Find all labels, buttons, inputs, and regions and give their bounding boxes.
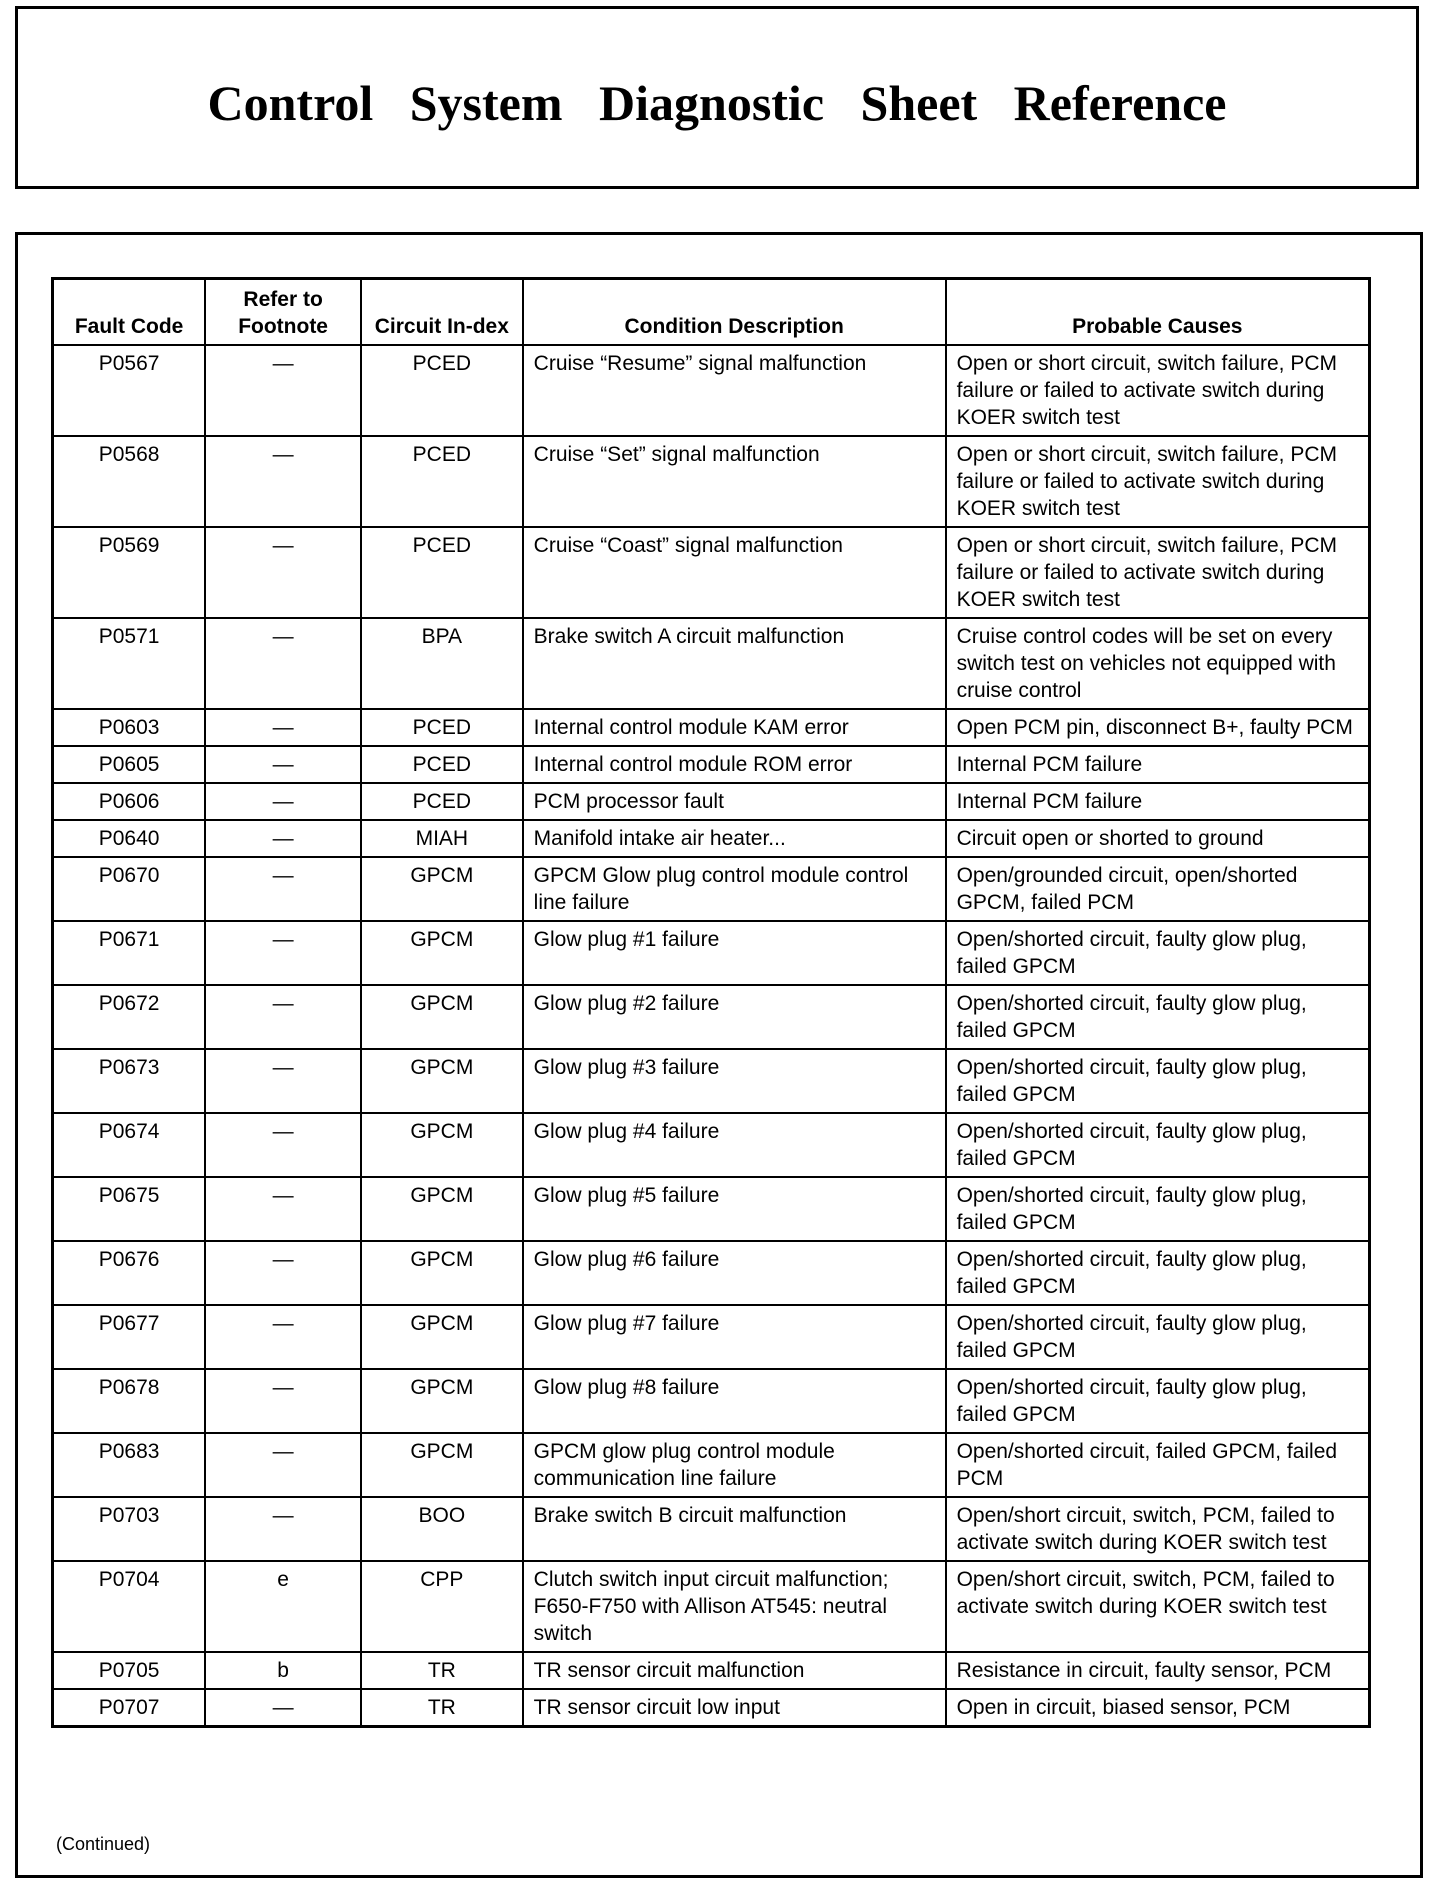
- probable-causes-cell: Resistance in circuit, faulty sensor, PCM: [946, 1652, 1370, 1689]
- table-row: [53, 527, 1370, 618]
- condition-description-cell: Glow plug #7 failure: [523, 1305, 946, 1369]
- fault-code-cell: P0677: [53, 1305, 206, 1369]
- fault-code-cell: P0674: [53, 1113, 206, 1177]
- footnote-cell: —: [205, 1369, 361, 1433]
- table-row: [53, 1497, 1370, 1561]
- fault-code-cell: P0676: [53, 1241, 206, 1305]
- footnote-cell: —: [205, 1113, 361, 1177]
- fault-code-cell: P0675: [53, 1177, 206, 1241]
- circuit-index-cell: GPCM: [361, 921, 523, 985]
- probable-causes-cell: Open in circuit, biased sensor, PCM: [946, 1689, 1370, 1727]
- column-header: Probable Causes: [946, 279, 1370, 346]
- footnote-cell: —: [205, 746, 361, 783]
- fault-code-cell: P0640: [53, 820, 206, 857]
- circuit-index-cell: GPCM: [361, 1433, 523, 1497]
- fault-code-cell: P0571: [53, 618, 206, 709]
- probable-causes-cell: Internal PCM failure: [946, 783, 1370, 820]
- continued-note: (Continued): [56, 1834, 151, 1854]
- fault-code-cell: P0569: [53, 527, 206, 618]
- condition-description-cell: Glow plug #5 failure: [523, 1177, 946, 1241]
- circuit-index-cell: PCED: [361, 783, 523, 820]
- footnote-cell: b: [205, 1652, 361, 1689]
- header-row: [53, 279, 1370, 346]
- condition-description-cell: Clutch switch input circuit malfunction; F650-F750 with Allison AT545: neutral switch: [523, 1561, 946, 1652]
- footnote-cell: e: [205, 1561, 361, 1652]
- circuit-index-cell: GPCM: [361, 1049, 523, 1113]
- probable-causes-cell: Circuit open or shorted to ground: [946, 820, 1370, 857]
- table-row: [53, 436, 1370, 527]
- footnote-cell: —: [205, 345, 361, 436]
- condition-description-cell: Cruise “Set” signal malfunction: [523, 436, 946, 527]
- circuit-index-cell: GPCM: [361, 857, 523, 921]
- fault-code-cell: P0703: [53, 1497, 206, 1561]
- probable-causes-cell: Open/short circuit, switch, PCM, failed to activate switch during KOER switch test: [946, 1561, 1370, 1652]
- table-row: [53, 1305, 1370, 1369]
- circuit-index-cell: GPCM: [361, 1369, 523, 1433]
- footnote-cell: —: [205, 820, 361, 857]
- circuit-index-cell: TR: [361, 1689, 523, 1727]
- column-header: Refer to Footnote: [205, 279, 361, 346]
- column-header: Fault Code: [53, 279, 206, 346]
- footnote-cell: —: [205, 857, 361, 921]
- diagnostic-table: [51, 277, 1371, 1728]
- condition-description-cell: Manifold intake air heater...: [523, 820, 946, 857]
- fault-code-cell: P0707: [53, 1689, 206, 1727]
- fault-code-cell: P0673: [53, 1049, 206, 1113]
- circuit-index-cell: CPP: [361, 1561, 523, 1652]
- probable-causes-cell: Open/shorted circuit, faulty glow plug, failed GPCM: [946, 1049, 1370, 1113]
- condition-description-cell: Glow plug #2 failure: [523, 985, 946, 1049]
- fault-code-cell: P0603: [53, 709, 206, 746]
- footnote-cell: —: [205, 1049, 361, 1113]
- probable-causes-cell: Open/shorted circuit, faulty glow plug, failed GPCM: [946, 1177, 1370, 1241]
- probable-causes-cell: Open or short circuit, switch failure, PCM failure or failed to activate switch during KOER switch test: [946, 436, 1370, 527]
- circuit-index-cell: PCED: [361, 746, 523, 783]
- fault-code-cell: P0672: [53, 985, 206, 1049]
- table-row: [53, 1177, 1370, 1241]
- probable-causes-cell: Open/shorted circuit, faulty glow plug, failed GPCM: [946, 985, 1370, 1049]
- probable-causes-cell: Open/shorted circuit, faulty glow plug, failed GPCM: [946, 921, 1370, 985]
- table-row: [53, 1652, 1370, 1689]
- circuit-index-cell: PCED: [361, 436, 523, 527]
- circuit-index-cell: BOO: [361, 1497, 523, 1561]
- table-row: [53, 618, 1370, 709]
- table-row: [53, 709, 1370, 746]
- circuit-index-cell: GPCM: [361, 1113, 523, 1177]
- probable-causes-cell: Open/shorted circuit, faulty glow plug, failed GPCM: [946, 1305, 1370, 1369]
- probable-causes-cell: Internal PCM failure: [946, 746, 1370, 783]
- table-row: [53, 985, 1370, 1049]
- table-row: [53, 1241, 1370, 1305]
- condition-description-cell: Glow plug #6 failure: [523, 1241, 946, 1305]
- probable-causes-cell: Open/grounded circuit, open/shorted GPCM, failed PCM: [946, 857, 1370, 921]
- circuit-index-cell: BPA: [361, 618, 523, 709]
- fault-code-cell: P0606: [53, 783, 206, 820]
- footnote-cell: —: [205, 527, 361, 618]
- condition-description-cell: Cruise “Resume” signal malfunction: [523, 345, 946, 436]
- footnote-cell: —: [205, 1497, 361, 1561]
- footnote-cell: —: [205, 618, 361, 709]
- fault-code-cell: P0670: [53, 857, 206, 921]
- probable-causes-cell: Open/shorted circuit, faulty glow plug, failed GPCM: [946, 1241, 1370, 1305]
- table-row: [53, 1049, 1370, 1113]
- condition-description-cell: Glow plug #8 failure: [523, 1369, 946, 1433]
- condition-description-cell: Cruise “Coast” signal malfunction: [523, 527, 946, 618]
- table-row: [53, 857, 1370, 921]
- circuit-index-cell: GPCM: [361, 985, 523, 1049]
- condition-description-cell: GPCM glow plug control module communication line failure: [523, 1433, 946, 1497]
- fault-code-cell: P0704: [53, 1561, 206, 1652]
- footnote-cell: —: [205, 436, 361, 527]
- probable-causes-cell: Open/shorted circuit, faulty glow plug, failed GPCM: [946, 1369, 1370, 1433]
- probable-causes-cell: Open/shorted circuit, faulty glow plug, failed GPCM: [946, 1113, 1370, 1177]
- table-row: [53, 1561, 1370, 1652]
- footnote-cell: —: [205, 985, 361, 1049]
- condition-description-cell: Internal control module ROM error: [523, 746, 946, 783]
- footnote-cell: —: [205, 1433, 361, 1497]
- fault-code-cell: P0567: [53, 345, 206, 436]
- circuit-index-cell: PCED: [361, 345, 523, 436]
- page-title: Control System Diagnostic Sheet Reference: [207, 74, 1227, 131]
- table-row: [53, 1433, 1370, 1497]
- probable-causes-cell: Open/shorted circuit, failed GPCM, failed PCM: [946, 1433, 1370, 1497]
- probable-causes-cell: Open or short circuit, switch failure, PCM failure or failed to activate switch during KOER switch test: [946, 527, 1370, 618]
- footnote-cell: —: [205, 783, 361, 820]
- probable-causes-cell: Cruise control codes will be set on every switch test on vehicles not equipped with cruise control: [946, 618, 1370, 709]
- probable-causes-cell: Open/short circuit, switch, PCM, failed to activate switch during KOER switch test: [946, 1497, 1370, 1561]
- condition-description-cell: TR sensor circuit low input: [523, 1689, 946, 1727]
- condition-description-cell: Glow plug #4 failure: [523, 1113, 946, 1177]
- fault-code-cell: P0568: [53, 436, 206, 527]
- column-header: Condition Description: [523, 279, 946, 346]
- condition-description-cell: Glow plug #3 failure: [523, 1049, 946, 1113]
- condition-description-cell: Internal control module KAM error: [523, 709, 946, 746]
- footnote-cell: —: [205, 1241, 361, 1305]
- table-row: [53, 783, 1370, 820]
- circuit-index-cell: TR: [361, 1652, 523, 1689]
- condition-description-cell: GPCM Glow plug control module control line failure: [523, 857, 946, 921]
- circuit-index-cell: GPCM: [361, 1241, 523, 1305]
- circuit-index-cell: GPCM: [361, 1177, 523, 1241]
- probable-causes-cell: Open PCM pin, disconnect B+, faulty PCM: [946, 709, 1370, 746]
- probable-causes-cell: Open or short circuit, switch failure, PCM failure or failed to activate switch during KOER switch test: [946, 345, 1370, 436]
- title-box: [15, 6, 1419, 189]
- fault-code-cell: P0683: [53, 1433, 206, 1497]
- circuit-index-cell: PCED: [361, 527, 523, 618]
- circuit-index-cell: MIAH: [361, 820, 523, 857]
- table-row: [53, 820, 1370, 857]
- fault-code-cell: P0605: [53, 746, 206, 783]
- footnote-cell: —: [205, 1689, 361, 1727]
- fault-code-cell: P0705: [53, 1652, 206, 1689]
- table-row: [53, 345, 1370, 436]
- footnote-cell: —: [205, 709, 361, 746]
- condition-description-cell: Brake switch A circuit malfunction: [523, 618, 946, 709]
- condition-description-cell: Glow plug #1 failure: [523, 921, 946, 985]
- table-row: [53, 1113, 1370, 1177]
- condition-description-cell: TR sensor circuit malfunction: [523, 1652, 946, 1689]
- fault-code-cell: P0678: [53, 1369, 206, 1433]
- footnote-cell: —: [205, 921, 361, 985]
- footnote-cell: —: [205, 1177, 361, 1241]
- footnote-cell: —: [205, 1305, 361, 1369]
- circuit-index-cell: GPCM: [361, 1305, 523, 1369]
- column-header: Circuit In-dex: [361, 279, 523, 346]
- table-row: [53, 746, 1370, 783]
- table-row: [53, 1689, 1370, 1727]
- table-row: [53, 921, 1370, 985]
- fault-code-cell: P0671: [53, 921, 206, 985]
- table-row: [53, 1369, 1370, 1433]
- circuit-index-cell: PCED: [361, 709, 523, 746]
- condition-description-cell: PCM processor fault: [523, 783, 946, 820]
- condition-description-cell: Brake switch B circuit malfunction: [523, 1497, 946, 1561]
